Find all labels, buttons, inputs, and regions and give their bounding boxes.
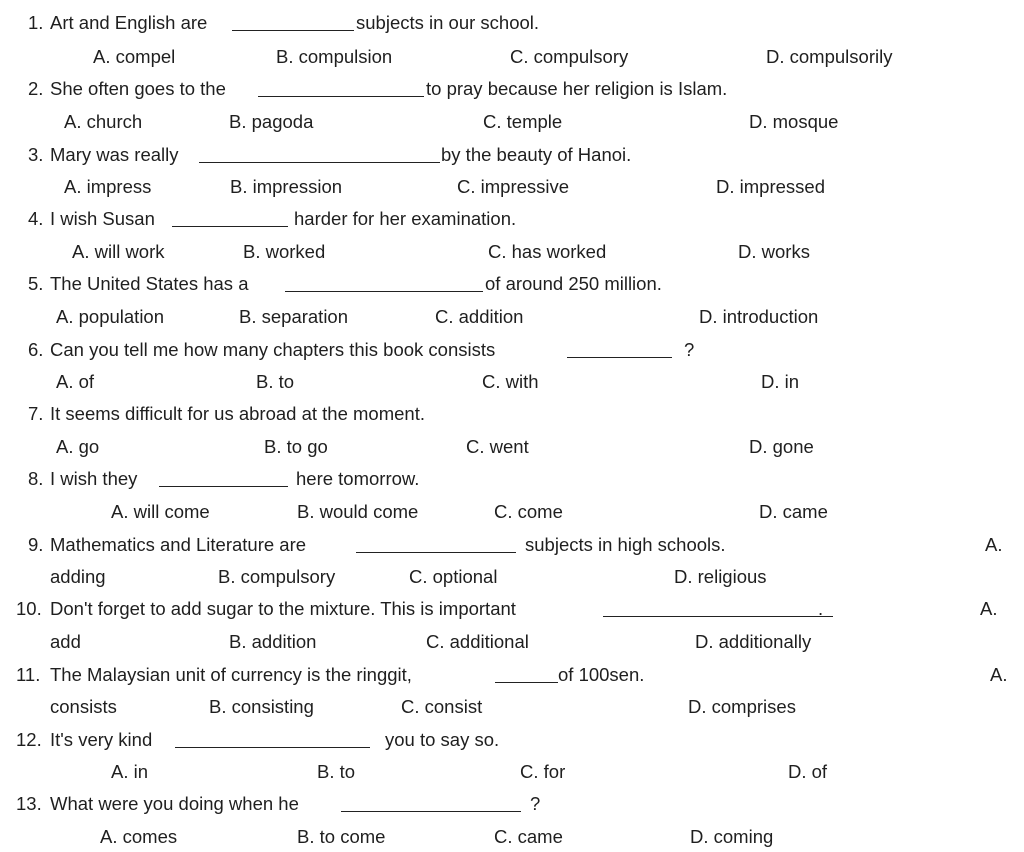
question-stem-end: . [818,598,824,619]
option-c[interactable]: C. for [520,761,566,782]
option-d[interactable]: D. impressed [716,176,825,197]
option-c[interactable]: C. come [494,501,563,522]
question-number: 13. [16,793,42,814]
option-a-label: A. [985,534,1003,555]
question-stem: It seems difficult for us abroad at the moment. [50,403,425,424]
question-number: 4. [28,208,44,229]
question-stem-end: you to say so. [385,729,500,750]
question-stem: Mary was really [50,144,179,165]
option-c[interactable]: C. addition [435,306,524,327]
option-c[interactable]: C. impressive [457,176,570,197]
question-stem-end: subjects in our school. [356,12,540,33]
question-number: 9. [28,534,44,555]
option-a[interactable]: consists [50,696,117,717]
question-stem-end: harder for her examination. [294,208,517,229]
question-stem: She often goes to the [50,78,226,99]
question-stem-end: of 100sen. [558,664,645,685]
option-d[interactable]: D. mosque [749,111,839,132]
question-stem: Art and English are [50,12,208,33]
answer-blank [159,486,288,487]
option-b[interactable]: B. would come [297,501,419,522]
question-stem-end: ? [530,793,541,814]
option-a[interactable]: A. church [64,111,143,132]
question-number: 1. [28,12,44,33]
option-d[interactable]: D. compulsorily [766,46,893,67]
question-number: 5. [28,273,44,294]
question-stem: Can you tell me how many chapters this book consists [50,339,496,360]
option-a[interactable]: A. comes [100,826,178,847]
answer-blank [285,291,483,292]
option-d[interactable]: D. works [738,241,810,262]
answer-blank [172,226,288,227]
answer-blank [232,30,354,31]
question-number: 3. [28,144,44,165]
option-b[interactable]: B. separation [239,306,349,327]
question-stem: Mathematics and Literature are [50,534,307,555]
option-d[interactable]: D. gone [749,436,814,457]
answer-blank [603,616,833,617]
option-d[interactable]: D. of [788,761,828,782]
question-stem-end: by the beauty of Hanoi. [441,144,632,165]
option-d[interactable]: D. additionally [695,631,812,652]
option-b[interactable]: B. pagoda [229,111,314,132]
option-b[interactable]: B. compulsory [218,566,336,587]
answer-blank [258,96,424,97]
option-c[interactable]: C. compulsory [510,46,629,67]
question-stem: The United States has a [50,273,249,294]
question-stem: What were you doing when he [50,793,299,814]
question-number: 7. [28,403,44,424]
option-b[interactable]: B. consisting [209,696,314,717]
option-a[interactable]: A. in [111,761,149,782]
option-b[interactable]: B. to [256,371,295,392]
question-number: 11. [16,664,41,685]
option-a[interactable]: A. compel [93,46,176,67]
question-stem: I wish they [50,468,138,489]
option-a[interactable]: add [50,631,81,652]
question-number: 8. [28,468,44,489]
option-b[interactable]: B. impression [230,176,343,197]
option-b[interactable]: B. to come [297,826,386,847]
option-c[interactable]: C. came [494,826,563,847]
answer-blank [495,682,558,683]
answer-blank [567,357,672,358]
option-d[interactable]: D. in [761,371,800,392]
question-stem-end: ? [684,339,695,360]
option-b[interactable]: B. compulsion [276,46,393,67]
question-stem-end: to pray because her religion is Islam. [426,78,728,99]
option-a[interactable]: A. of [56,371,95,392]
option-d[interactable]: D. comprises [688,696,796,717]
option-b[interactable]: B. addition [229,631,317,652]
question-stem: The Malaysian unit of currency is the ringgit, [50,664,412,685]
question-stem-end: of around 250 million. [485,273,662,294]
question-stem: I wish Susan [50,208,155,229]
option-c[interactable]: C. with [482,371,539,392]
option-c[interactable]: C. went [466,436,529,457]
question-stem: It's very kind [50,729,153,750]
option-c[interactable]: C. consist [401,696,483,717]
question-stem: Don't forget to add sugar to the mixture. This is important [50,598,516,619]
question-number: 12. [16,729,42,750]
option-c[interactable]: C. has worked [488,241,607,262]
option-a-label: A. [990,664,1008,685]
option-d[interactable]: D. coming [690,826,774,847]
option-b[interactable]: B. to [317,761,356,782]
option-d[interactable]: D. religious [674,566,767,587]
option-b[interactable]: B. worked [243,241,326,262]
option-a[interactable]: A. will work [72,241,165,262]
question-number: 6. [28,339,44,360]
question-number: 10. [16,598,42,619]
option-a[interactable]: adding [50,566,106,587]
answer-blank [341,811,521,812]
option-c[interactable]: C. additional [426,631,529,652]
option-a[interactable]: A. go [56,436,100,457]
option-a[interactable]: A. will come [111,501,210,522]
question-stem-end: subjects in high schools. [525,534,726,555]
answer-blank [356,552,516,553]
question-stem-end: here tomorrow. [296,468,420,489]
option-a-label: A. [980,598,998,619]
option-c[interactable]: C. optional [409,566,498,587]
option-d[interactable]: D. introduction [699,306,819,327]
option-c[interactable]: C. temple [483,111,563,132]
option-d[interactable]: D. came [759,501,828,522]
option-a[interactable]: A. impress [64,176,152,197]
question-number: 2. [28,78,44,99]
answer-blank [199,162,440,163]
answer-blank [175,747,370,748]
option-b[interactable]: B. to go [264,436,328,457]
option-a[interactable]: A. population [56,306,165,327]
